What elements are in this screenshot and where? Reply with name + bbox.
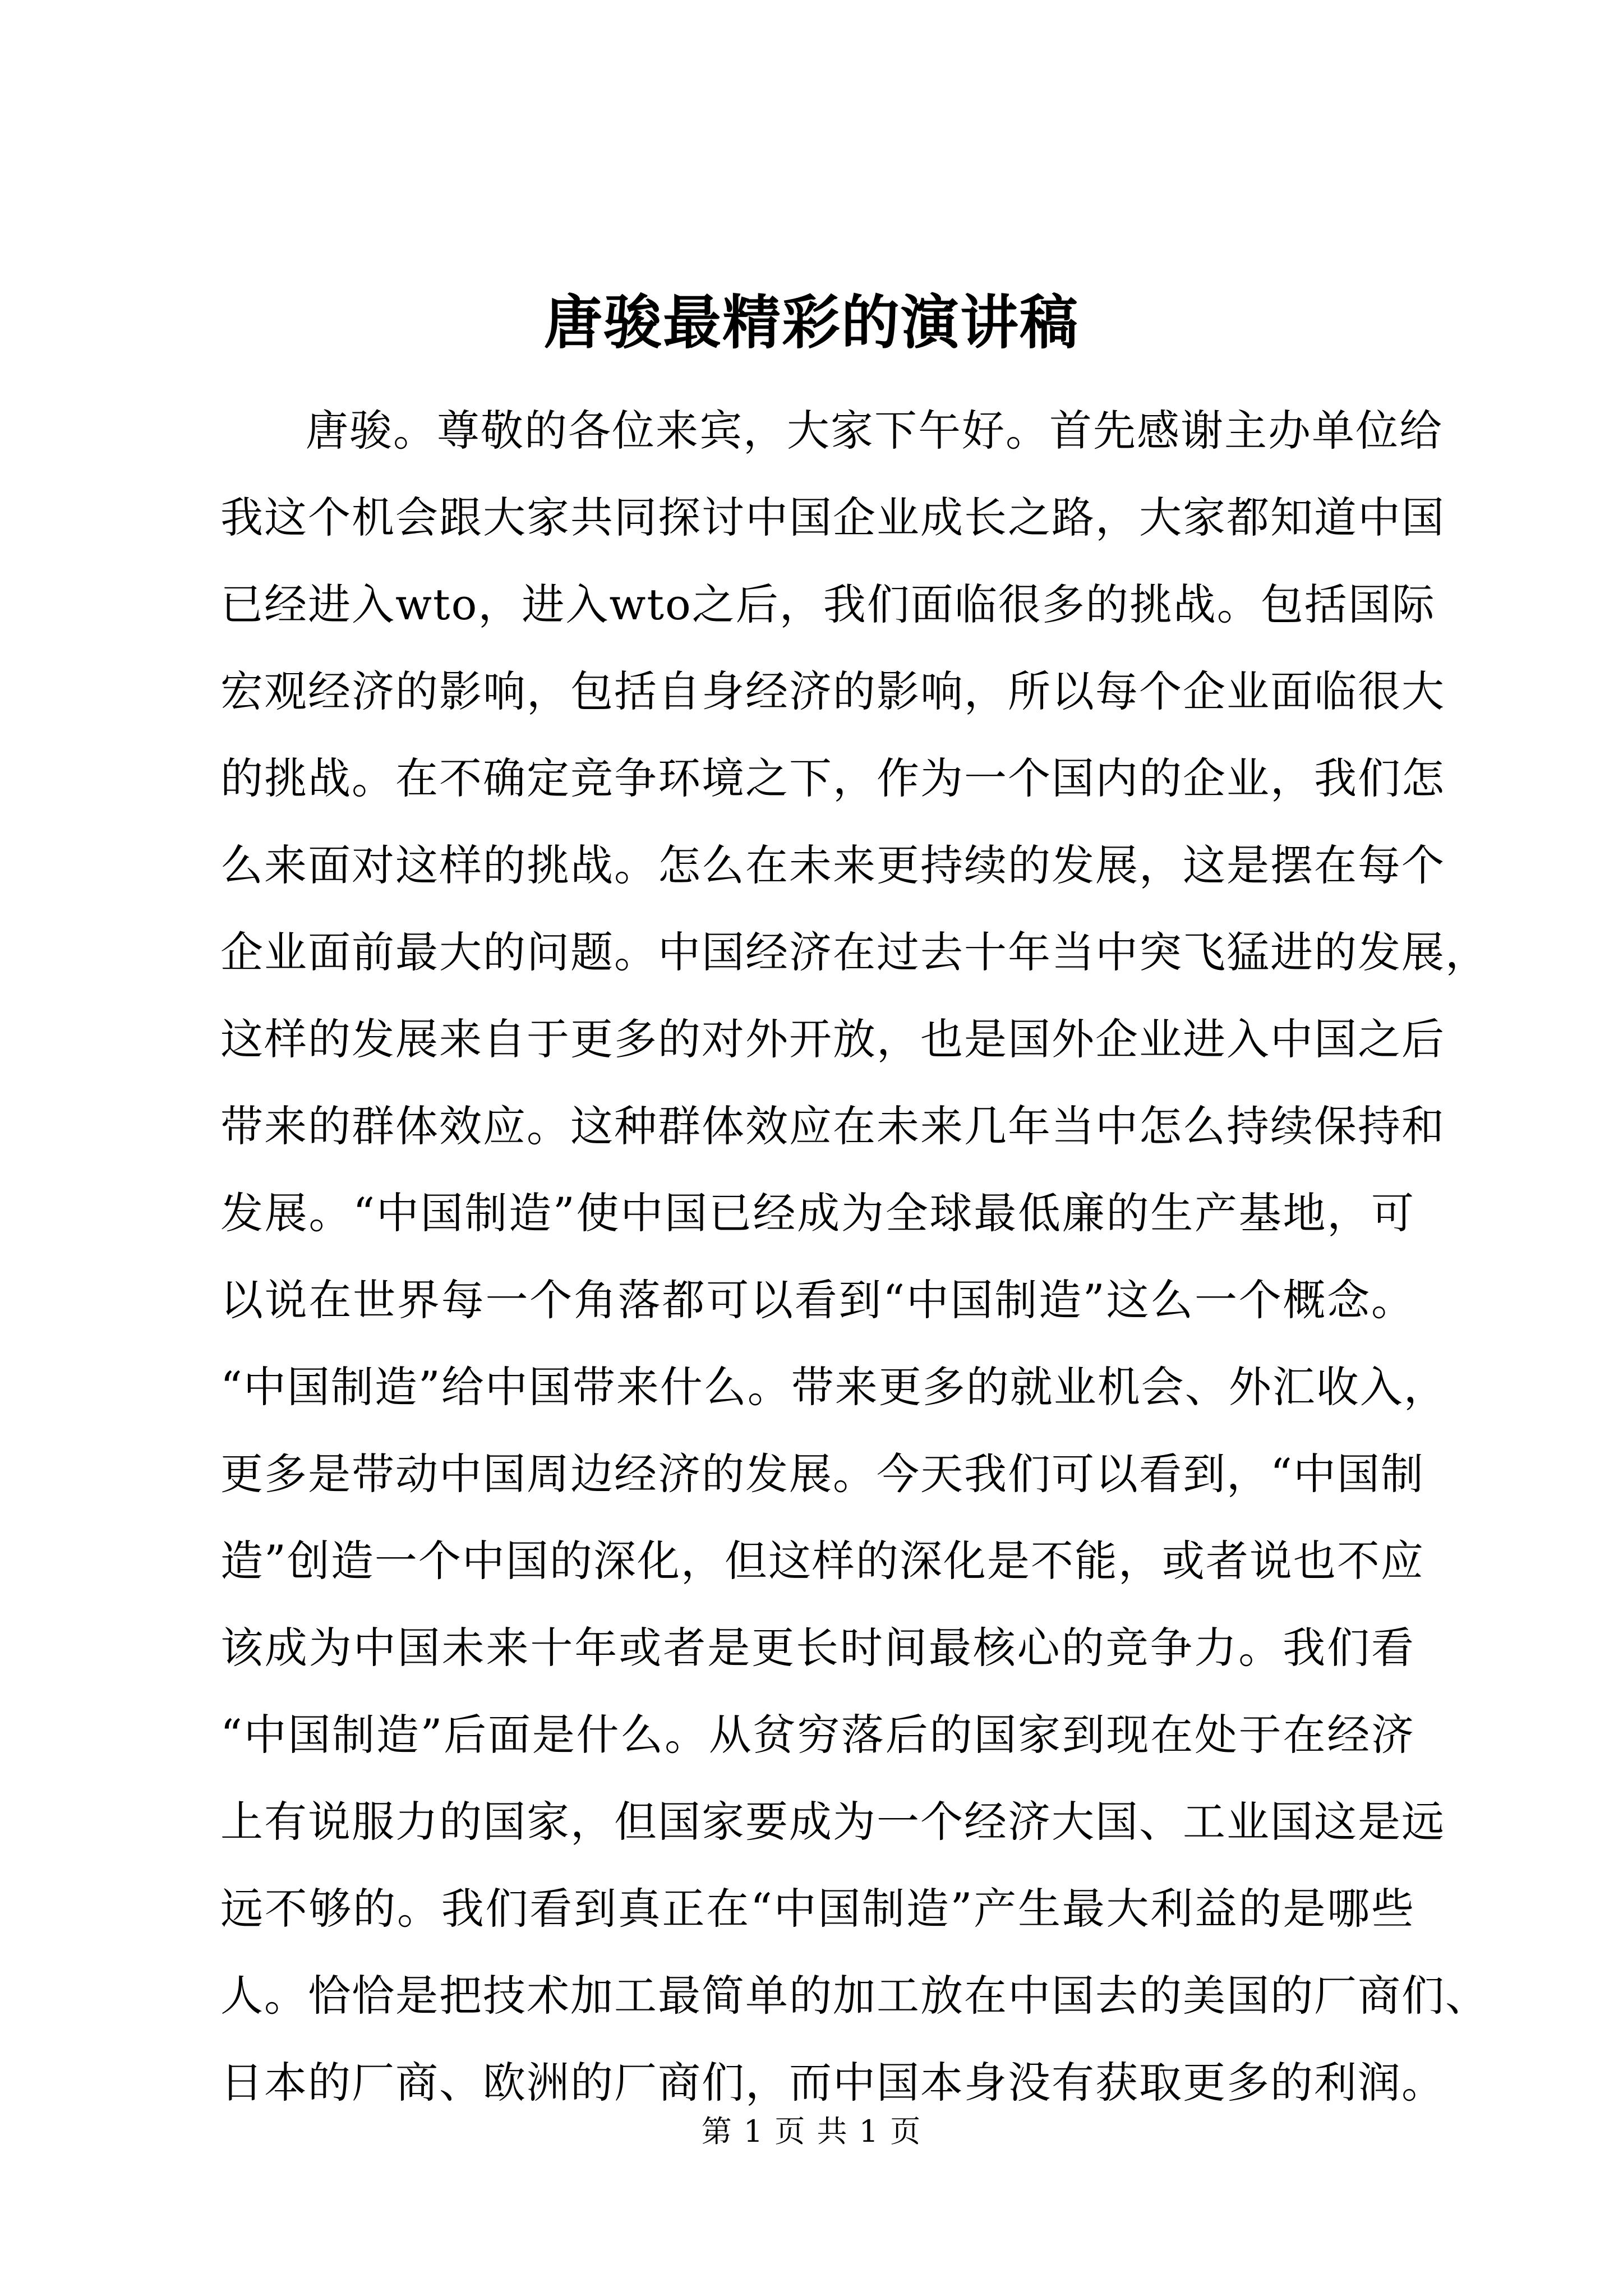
paragraph-line: 远不够的。我们看到真正在“中国制造”产生最大利益的是哪些 (220, 1884, 1415, 1934)
paragraph-line: “中国制造”后面是什么。从贫穷落后的国家到现在处于在经济 (220, 1710, 1415, 1760)
paragraph-line: 造”创造一个中国的深化，但这样的深化是不能，或者说也不应 (220, 1536, 1424, 1586)
paragraph-line: 的挑战。在不确定竞争环境之下，作为一个国内的企业，我们怎 (220, 753, 1445, 803)
paragraph-line: 已经进入wto，进入wto之后，我们面临很多的挑战。包括国际 (220, 579, 1436, 629)
paragraph-line: 唐骏。尊敬的各位来宾，大家下午好。首先感谢主办单位给 (306, 406, 1443, 455)
paragraph-line: 日本的厂商、欧洲的厂商们，而中国本身没有获取更多的利润。 (220, 2058, 1445, 2108)
paragraph-line: “中国制造”给中国带来什么。带来更多的就业机会、外汇收入， (220, 1362, 1447, 1412)
page-title: 唐骏最精彩的演讲稿 (543, 288, 1079, 357)
paragraph-line: 宏观经济的影响，包括自身经济的影响，所以每个企业面临很大 (220, 666, 1445, 716)
paragraph-line: 更多是带动中国周边经济的发展。今天我们可以看到，“中国制 (220, 1449, 1424, 1499)
page-footer: 第 1 页 共 1 页 (701, 2114, 922, 2149)
paragraph-line: 企业面前最大的问题。中国经济在过去十年当中突飞猛进的发展， (220, 927, 1489, 977)
paragraph-line: 上有说服力的国家，但国家要成为一个经济大国、工业国这是远 (220, 1797, 1445, 1847)
body-paragraph (220, 387, 1489, 2126)
paragraph-line: 带来的群体效应。这种群体效应在未来几年当中怎么持续保持和 (220, 1101, 1445, 1151)
paragraph-line: 这样的发展来自于更多的对外开放，也是国外企业进入中国之后 (220, 1014, 1445, 1064)
paragraph-line: 我这个机会跟大家共同探讨中国企业成长之路，大家都知道中国 (220, 493, 1445, 542)
paragraph-line: 发展。“中国制造”使中国已经成为全球最低廉的生产基地，可 (220, 1188, 1415, 1238)
paragraph-line: 么来面对这样的挑战。怎么在未来更持续的发展，这是摆在每个 (220, 840, 1445, 890)
paragraph-line: 人。恰恰是把技术加工最简单的加工放在中国去的美国的厂商们、 (220, 1971, 1489, 2021)
paragraph-line: 以说在世界每一个角落都可以看到“中国制造”这么一个概念。 (220, 1275, 1415, 1325)
paragraph-line: 该成为中国未来十年或者是更长时间最核心的竞争力。我们看 (220, 1623, 1415, 1673)
